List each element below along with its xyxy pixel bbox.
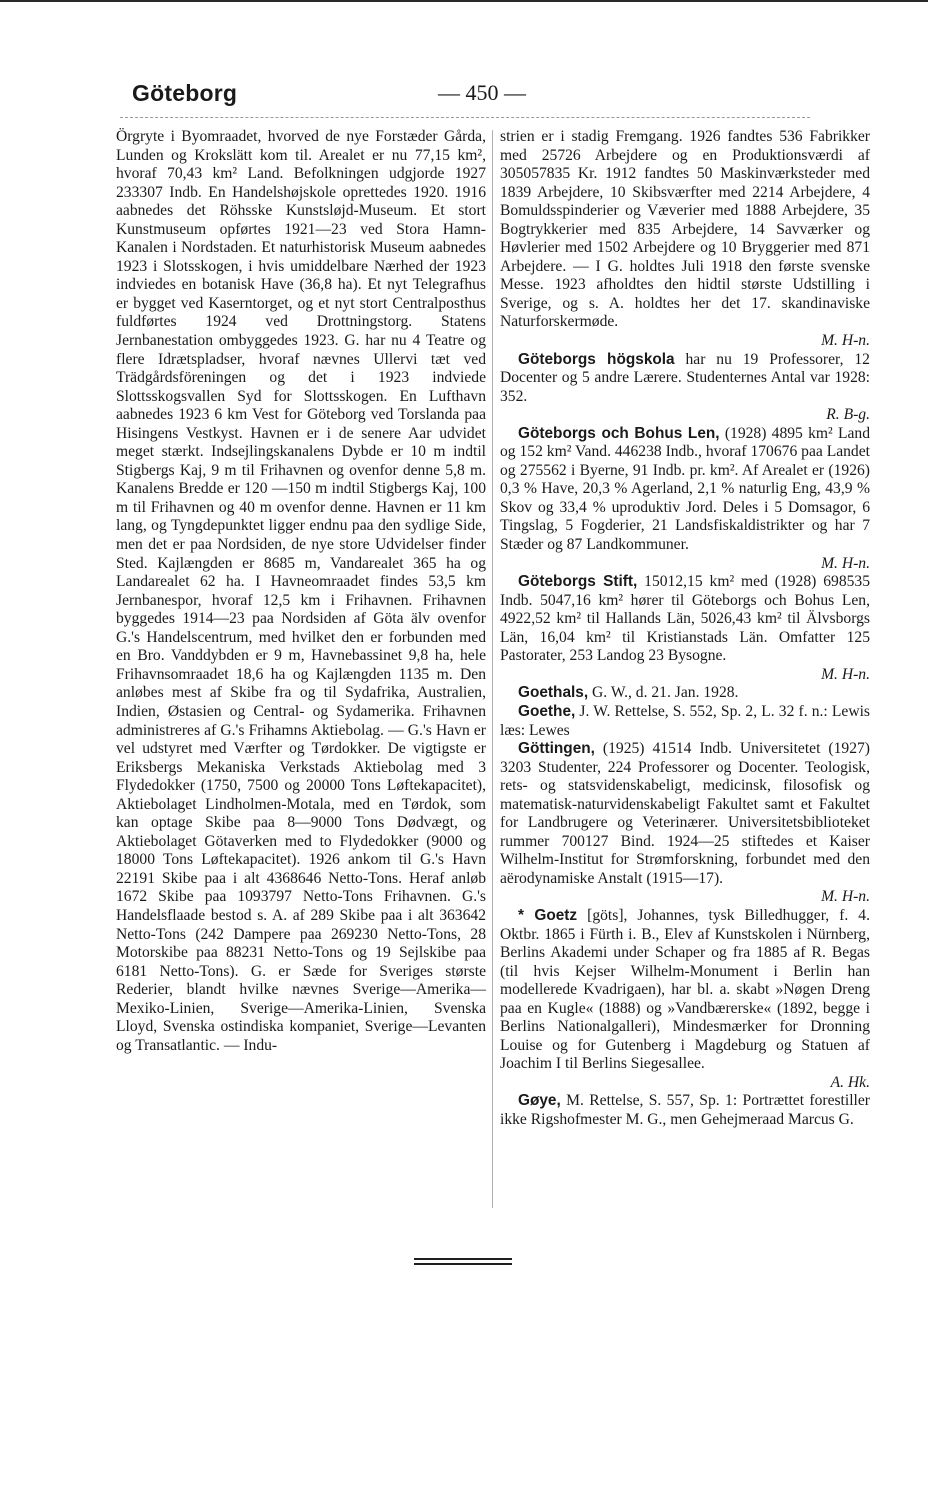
continuation-paragraph	[500, 128, 870, 351]
top-edge-rule	[0, 0, 928, 2]
entry-headword: Göteborgs Stift,	[518, 573, 638, 591]
entry-text: M. Rettelse, S. 557, Sp. 1: Portrættet forestiller ikke Rigshofmester M. G., men Gehejmeraad Marcus G.	[500, 1092, 870, 1128]
running-head: Göteborg	[132, 80, 238, 106]
left-column	[116, 128, 486, 1055]
entry-text: (1928) 4895 km² Land og 152 km² Vand. 446238 Indb., hvoraf 170676 paa Landet og 275562 i Byerne, 91 Indb. pr. km². Af Arealet er (1926) 0,3 % Have, 20,3 % Agerland, 2,1 % naturlig Eng, 43,9 % Skov og 33,4 % uproduktiv Jord. Deles i 5 Domsagor, 6 Tingslag, 5 Fogderier, 21 Landsfiskaldistrikter og har 7 Stæder og 87 Landkommuner.	[500, 424, 870, 554]
continuation-text: strien er i stadig Fremgang. 1926 fandtes 536 Fabrikker med 25726 Arbejdere og en Produktionsværdi af 305057835 Kr. 1912 fandtes 50 Maskinværksteder med 1839 Arbejdere, 10 Skibsværfter med 2214 Arbejdere, 4 Bomuldsspinderier og Væverier med 1888 Arbejdere, 35 Bogtrykkerier med 835 Arbejdere, 14 Savværker og Høvlerier med 1502 Arbejdere og 10 Bryggerier med 871 Arbejdere. — I G. holdtes Juli 1918 den første svenske Messe. 1923 afholdtes den hidtil største Udstilling i Sverige, og s. A. holdtes her det 17. skandinaviske Naturforskermøde.	[500, 128, 870, 331]
entry-text: (1925) 41514 Indb. Universitetet (1927) 3203 Studenter, 224 Professorer og Docenter. Teologisk, rets- og statsvidenskabeligt, medicinsk, filosofisk og matematisk-naturvidenskabeligt Fakultet samt et Fakultet for Landbrugere og Veterinærer. Universitetsbiblioteket rummer 700127 Bind. 1924—25 stiftedes et Kaiser Wilhelm-Institut for Strømforskning, forbundet med den aërodynamiske Anstalt (1915—17).	[500, 740, 870, 887]
entry-headword: Goethals,	[518, 684, 589, 702]
entry-headword: Goethe,	[518, 702, 576, 720]
footer-double-rule	[414, 1258, 512, 1268]
entry-goethals	[500, 684, 870, 703]
author-signature: M. H-n.	[821, 665, 870, 683]
column-divider	[492, 130, 493, 1208]
entry-headword: Göttingen,	[518, 740, 595, 758]
author-signature: M. H-n.	[821, 888, 870, 906]
header-rule	[120, 117, 810, 118]
entry-goteborgs-och-bohus-len	[500, 425, 870, 573]
entry-headword: Göteborgs högskola	[518, 350, 675, 368]
entry-headword: Göteborgs och Bohus Len,	[518, 424, 720, 442]
body-paragraph: Örgryte i Byomraadet, hvorved de nye Forstæder Gårda, Lunden og Krokslätt kom til. Arealet er nu 77,15 km², hvoraf 70,43 km² Land. Befolkningen udgjorde 1927 233307 Indb. En Handelshøjskole oprettedes 1920. 1916 aabnedes det Röhsske Kunstsløjd-Museum. Et stort Kunstmuseum opførtes 1921—23 ved Stora Hamn-Kanalen i Nordstaden. Et naturhistorisk Museum aabnedes 1923 i Slotsskogen, i hvis umiddelbare Nærhed der 1923 indviedes en botanisk Have (36,8 ha). Et nyt Telegrafhus er bygget ved Kaserntorget, og et nyt stort Centralposthus fuldførtes 1924 ved Drottningstorg. Statens Jernbanestation ombyggedes 1923. G. har nu 4 Teatre og flere Idrætspladser, hvoraf nævnes Ullervi tæt ved Trädgårdsföreningen og det i 1923 indviede Slottsskogsvallen Syd for Slottsskogen. En Lufthavn aabnedes 1923 6 km Vest for Göteborg ved Torslanda paa Hisingens Vestkyst. Havnen er i de senere Aar udvidet meget stærkt. Indsejlingskanalens Dybde er 10 m indtil Stigbergs Kaj, 9 m til Frihavnen og ovenfor denne 5,8 m. Kanalens Bredde er 120 —150 m indtil Stigbergs Kaj, 100 m til Frihavnen og 40 m ovenfor denne. Havnen er 11 km lang, og Tyngdepunktet ligger endnu paa den sydlige Side, men det er paa Nordsiden, de nye store Udvidelser finder Sted. Kajlængden er 8685 m, Vandarealet 365 ha og Landarealet 62 ha. I Havneomraadet findes 53,5 km Jernbanespor, hvoraf 12,5 km i Frihavnen. Frihavnen byggedes 1914—23 paa Nordsiden af Göta älv ovenfor G.'s Handelscentrum, med hvilket den er forbunden med en Bro. Vanddybden er 9 m, Havnebassinet 9,8 ha, hele Frihavnsomraadet 18,6 ha og Kajlængden 1135 m. Den anløbes mest af Skibe fra og til Sydafrika, Australien, Indien, Østasien og Central- og Sydamerika. Frihavnen administreres af G.'s Frihamns Aktiebolag. — G.'s Havn er vel udstyret med Værfter og Tørdokker. De vigtigste er Eriksbergs Mekaniska Verkstads Aktiebolag med 3 Flydedokker (1750, 7500 og 20000 Tons Løftekapacitet), Aktiebolaget Lindholmen-Motala, med en Tørdok, som kan optage Skibe paa 8—9000 Tons Dødvægt, og Aktiebolaget Götaverken med to Flydedokker (9000 og 18000 Tons Løftekapacitet). 1926 ankom til G.'s Havn 22191 Skibe paa i alt 4368646 Netto-Tons. Heraf anløb 1672 Skibe paa 1093797 Netto-Tons Frihavnen. G.'s Handelsflaade bestod s. A. af 289 Skibe paa i alt 363642 Netto-Tons (242 Dampere paa 269230 Netto-Tons, 28 Motorskibe paa 88231 Netto-Tons og 19 Sejlskibe paa 6181 Netto-Tons). G. er Sæde for Sveriges største Rederier, blandt hvilke nævnes Sverige—Amerika—Mexiko-Linien, Sverige—Amerika-Linien, Svenska Lloyd, Svenska ostindiska kompaniet, Sverige—Levanten og Transatlantic. — Indu-	[116, 128, 486, 1054]
entry-text: [göts], Johannes, tysk Billedhugger, f. 4. Oktbr. 1865 i Fürth i. B., Elev af Kunstskolen i Nürnberg, Berlins Akademi under Schaper og fra 1885 af R. Begas (til hvis Kejser Wilhelm-Monument i Berlin han modellerede Kvadrigaen), har bl. a. skabt »Nøgen Dreng paa en Kugle« (1888) og »Vandbærerske« (1892, begge i Berlins Nationalgalleri), Mindesmærker for Dronning Louise og for Gutenberg i Magdeburg og Statuen af Joachim I til Berlins Siegesallee.	[500, 906, 870, 1073]
entry-goethe	[500, 703, 870, 740]
footer-rule	[414, 1263, 512, 1265]
entry-goetz	[500, 907, 870, 1092]
footer-rule	[414, 1258, 512, 1260]
entry-text: G. W., d. 21. Jan. 1928.	[588, 684, 739, 702]
entry-gottingen	[500, 740, 870, 907]
entry-goye	[500, 1092, 870, 1129]
entry-headword: * Goetz	[518, 906, 578, 924]
author-signature: M. H-n.	[821, 332, 870, 350]
author-signature: M. H-n.	[821, 554, 870, 572]
entry-goteborgs-hogskola	[500, 351, 870, 425]
entry-text: J. W. Rettelse, S. 552, Sp. 2, L. 32 f. n.: Lewis læs: Lewes	[500, 702, 870, 739]
entry-text: 15012,15 km² med (1928) 698535 Indb. 5047,16 km² hører til Göteborgs och Bohus Len, 4922,52 km² til Hallands Län, 5026,43 km² til Älvsborgs Län, 16,04 km² til Kristianstads Län. Omfatter 125 Pastorater, 253 Landog 23 Bysogne.	[500, 573, 871, 665]
entry-goteborgs-stift	[500, 573, 870, 684]
author-signature: A. Hk.	[830, 1073, 870, 1091]
author-signature: R. B-g.	[826, 406, 870, 424]
entry-text: har nu 19 Professorer, 12 Docenter og 5 andre Lærere. Studenternes Antal var 1928: 352.	[500, 350, 870, 405]
page-number: — 450 —	[438, 80, 526, 105]
entry-headword: Gøye,	[518, 1092, 561, 1110]
page-header	[120, 78, 810, 118]
right-column	[500, 128, 870, 1130]
